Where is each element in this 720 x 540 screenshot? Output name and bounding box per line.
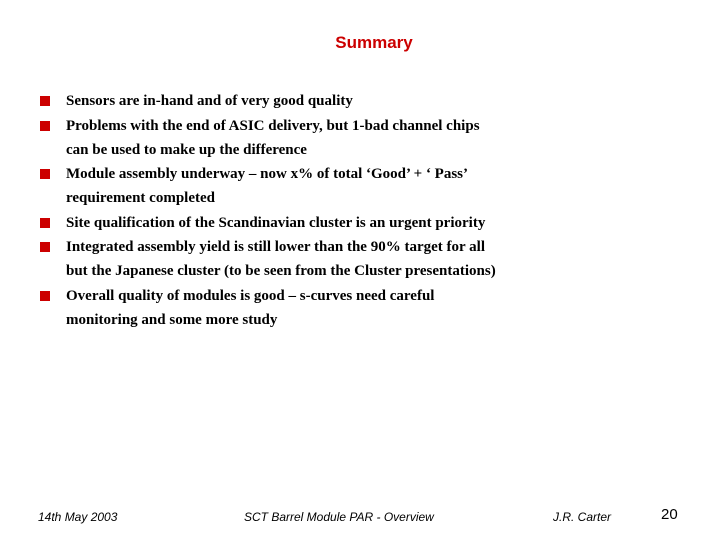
footer-presentation-title: SCT Barrel Module PAR - Overview <box>244 510 434 524</box>
bullet-text-line: Problems with the end of ASIC delivery, but 1-bad channel chips <box>66 117 480 134</box>
bullet-item <box>40 162 600 210</box>
square-bullet-icon <box>40 121 50 131</box>
bullet-text-line: Site qualification of the Scandinavian cluster is an urgent priority <box>66 214 486 231</box>
square-bullet-icon <box>40 96 50 106</box>
bullet-text-line: Integrated assembly yield is still lower than the 90% target for all <box>66 239 485 255</box>
bullet-text-line: can be used to make up the difference <box>66 141 307 158</box>
bullet-item <box>40 235 600 283</box>
footer-author: J.R. Carter <box>553 510 612 524</box>
square-bullet-icon <box>40 291 50 301</box>
bullet-text-line: Sensors are in-hand and of very good quality <box>66 93 353 109</box>
slide-title: Summary <box>335 33 413 52</box>
bullet-list <box>40 89 600 332</box>
bullet-item <box>40 89 600 113</box>
bullet-text-line: requirement completed <box>66 190 215 206</box>
bullet-text-line: Module assembly underway – now x% of total ‘Good’ + ‘ Pass’ <box>66 166 469 182</box>
bullet-text-line: Overall quality of modules is good – s-curves need careful <box>66 287 435 304</box>
bullet-item <box>40 284 600 332</box>
footer-date: 14th May 2003 <box>38 510 118 524</box>
bullet-text-line: but the Japanese cluster (to be seen from the Cluster presentations) <box>66 263 496 279</box>
bullet-text-line: monitoring and some more study <box>66 311 278 328</box>
square-bullet-icon <box>40 218 50 228</box>
square-bullet-icon <box>40 242 50 252</box>
square-bullet-icon <box>40 169 50 179</box>
page-number: 20 <box>661 506 678 523</box>
bullet-item <box>40 211 600 235</box>
bullet-item <box>40 114 600 162</box>
